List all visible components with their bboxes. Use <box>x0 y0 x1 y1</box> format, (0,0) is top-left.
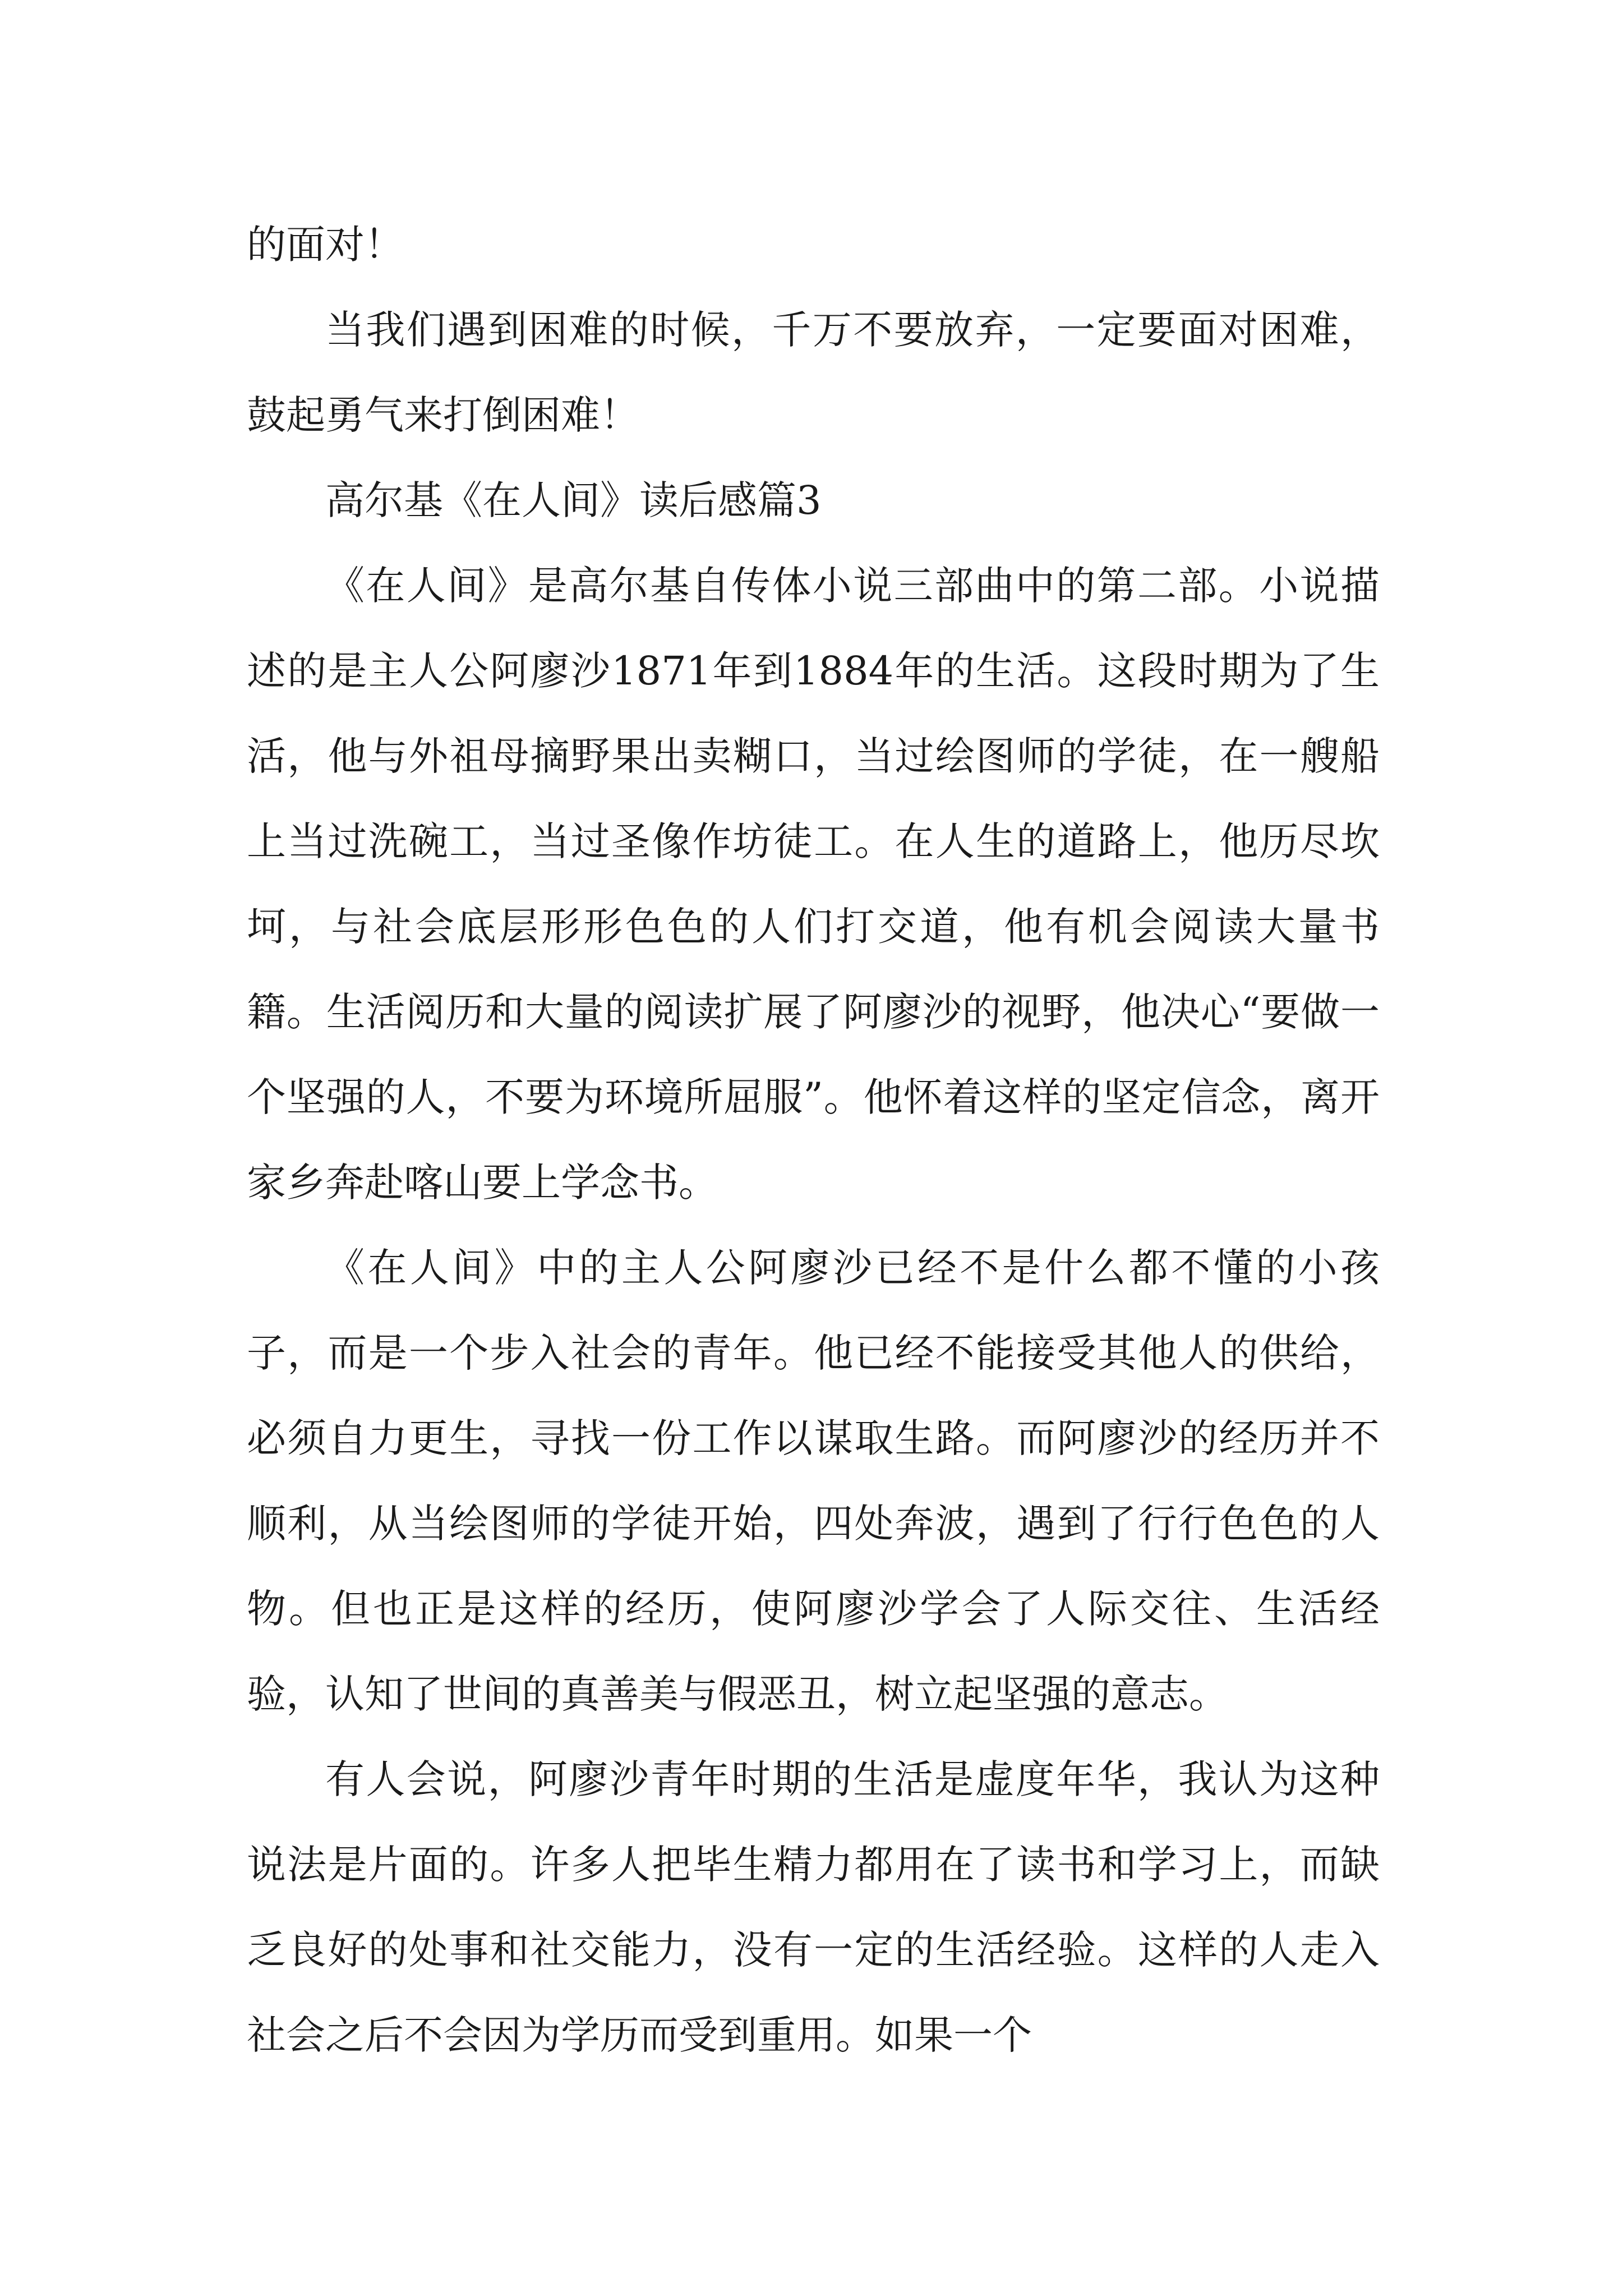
document-body <box>247 202 1380 2078</box>
paragraph-book-intro: 《在人间》是高尔基自传体小说三部曲中的第二部。小说描述的是主人公阿廖沙1871年到1884年的生活。这段时期为了生活，他与外祖母摘野果出卖糊口，当过绘图师的学徒，在一艘船上当过洗碗工，当过圣像作坊徒工。在人生的道路上，他历尽坎坷，与社会底层形形色色的人们打交道，他有机会阅读大量书籍。生活阅历和大量的阅读扩展了阿廖沙的视野，他决心“要做一个坚强的人，不要为环境所屈服”。他怀着这样的坚定信念，离开家乡奔赴喀山要上学念书。 <box>247 563 1380 1205</box>
section-heading: 高尔基《在人间》读后感篇3 <box>325 477 822 523</box>
paragraph-continuation: 的面对！ <box>247 222 404 268</box>
paragraph-protagonist: 《在人间》中的主人公阿廖沙已经不是什么都不懂的小孩子，而是一个步入社会的青年。他已经不能接受其他人的供给，必须自力更生，寻找一份工作以谋取生路。而阿廖沙的经历并不顺利，从当绘图师的学徒开始，四处奔波，遇到了行行色色的人物。但也正是这样的经历，使阿廖沙学会了人际交往、生活经验，认知了世间的真善美与假恶丑，树立起坚强的意志。 <box>247 1245 1380 1717</box>
paragraph-opinion: 有人会说，阿廖沙青年时期的生活是虚度年华，我认为这种说法是片面的。许多人把毕生精力都用在了读书和学习上，而缺乏良好的处事和社交能力，没有一定的生活经验。这样的人走入社会之后不会因为学历而受到重用。如果一个 <box>247 1756 1380 2058</box>
paragraph-face-difficulty: 当我们遇到困难的时候，千万不要放弃，一定要面对困难，鼓起勇气来打倒困难！ <box>247 307 1380 438</box>
